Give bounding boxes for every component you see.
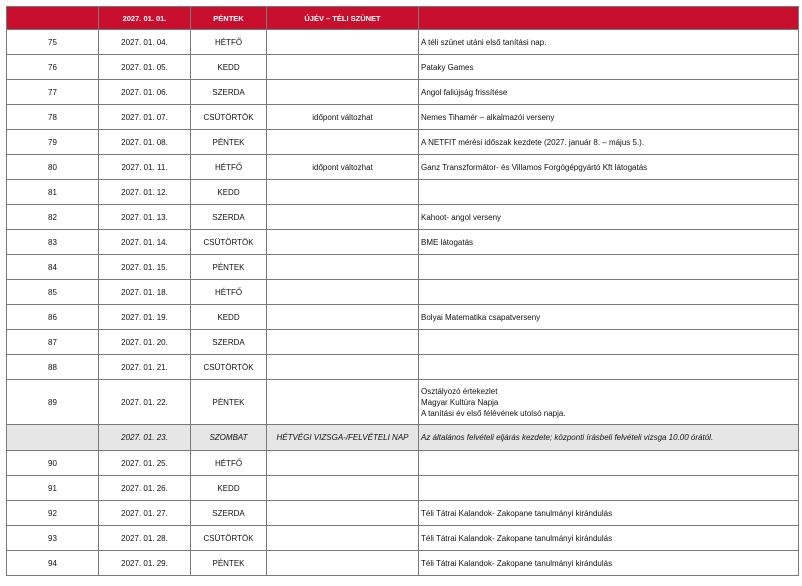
event-cell: Téli Tátrai Kalandok- Zakopane tanulmányi kirándulás [419, 526, 799, 551]
note-cell [267, 355, 419, 380]
event-cell [419, 476, 799, 501]
day-number-cell: 94 [7, 551, 99, 576]
table-row [7, 130, 799, 155]
weekday-cell: SZERDA [191, 205, 267, 230]
weekday-cell: SZERDA [191, 80, 267, 105]
date-cell: 2027. 01. 06. [99, 80, 191, 105]
weekday-cell: PÉNTEK [191, 255, 267, 280]
weekday-cell: KEDD [191, 305, 267, 330]
event-cell [419, 330, 799, 355]
weekday-cell: HÉTFŐ [191, 451, 267, 476]
table-row [7, 230, 799, 255]
note-cell: HÉTVÉGI VIZSGA-/FELVÉTELI NAP [267, 425, 419, 451]
date-cell: 2027. 01. 04. [99, 30, 191, 55]
table-row [7, 305, 799, 330]
weekday-cell: HÉTFŐ [191, 30, 267, 55]
day-number-cell: 81 [7, 180, 99, 205]
event-cell: Bolyai Matematika csapatverseny [419, 305, 799, 330]
event-cell [419, 280, 799, 305]
weekday-cell: CSÜTÖRTÖK [191, 526, 267, 551]
date-cell: 2027. 01. 13. [99, 205, 191, 230]
note-cell [267, 551, 419, 576]
table-row [7, 55, 799, 80]
note-cell: időpont változhat [267, 105, 419, 130]
note-cell [267, 180, 419, 205]
date-cell: 2027. 01. 21. [99, 355, 191, 380]
school-calendar-table [6, 6, 799, 576]
day-number-cell [7, 425, 99, 451]
event-cell: A NETFIT mérési időszak kezdete (2027. január 8. – május 5.). [419, 130, 799, 155]
header-date-cell: 2027. 01. 01. [99, 7, 191, 30]
weekday-cell: PÉNTEK [191, 380, 267, 425]
event-line: Magyar Kultúra Napja [421, 397, 499, 407]
note-cell [267, 255, 419, 280]
table-row [7, 30, 799, 55]
note-cell [267, 330, 419, 355]
day-number-cell: 78 [7, 105, 99, 130]
note-cell [267, 501, 419, 526]
calendar-body [7, 7, 799, 576]
table-row [7, 205, 799, 230]
day-number-cell: 75 [7, 30, 99, 55]
date-cell: 2027. 01. 18. [99, 280, 191, 305]
note-cell [267, 380, 419, 425]
table-row [7, 280, 799, 305]
table-row [7, 526, 799, 551]
event-cell: Pataky Games [419, 55, 799, 80]
date-cell: 2027. 01. 27. [99, 501, 191, 526]
day-number-cell: 90 [7, 451, 99, 476]
weekday-cell: PÉNTEK [191, 130, 267, 155]
table-row [7, 80, 799, 105]
weekday-cell: SZOMBAT [191, 425, 267, 451]
event-cell: Angol faliújság frissítése [419, 80, 799, 105]
date-cell: 2027. 01. 26. [99, 476, 191, 501]
table-row [7, 105, 799, 130]
table-row [7, 501, 799, 526]
weekday-cell: SZERDA [191, 330, 267, 355]
day-number-cell: 82 [7, 205, 99, 230]
weekday-cell: KEDD [191, 476, 267, 501]
weekday-cell: CSÜTÖRTÖK [191, 355, 267, 380]
day-number-cell: 86 [7, 305, 99, 330]
day-number-cell: 76 [7, 55, 99, 80]
header-day-cell: PÉNTEK [191, 7, 267, 30]
date-cell: 2027. 01. 20. [99, 330, 191, 355]
weekend-row [7, 425, 799, 451]
note-cell [267, 476, 419, 501]
day-number-cell: 89 [7, 380, 99, 425]
note-cell [267, 55, 419, 80]
table-row [7, 330, 799, 355]
date-cell: 2027. 01. 07. [99, 105, 191, 130]
header-event-cell [419, 7, 799, 30]
date-cell: 2027. 01. 05. [99, 55, 191, 80]
event-cell: Téli Tátrai Kalandok- Zakopane tanulmányi kirándulás [419, 551, 799, 576]
header-number-cell [7, 7, 99, 30]
note-cell [267, 526, 419, 551]
event-cell [419, 255, 799, 280]
date-cell: 2027. 01. 22. [99, 380, 191, 425]
event-cell [419, 180, 799, 205]
weekday-cell: HÉTFŐ [191, 280, 267, 305]
event-cell [419, 380, 799, 425]
date-cell: 2027. 01. 11. [99, 155, 191, 180]
day-number-cell: 88 [7, 355, 99, 380]
event-line: Osztályozó értekezlet [421, 386, 498, 396]
note-cell [267, 130, 419, 155]
table-row [7, 476, 799, 501]
day-number-cell: 77 [7, 80, 99, 105]
event-cell [419, 355, 799, 380]
note-cell [267, 280, 419, 305]
weekday-cell: CSÜTÖRTÖK [191, 230, 267, 255]
event-line: A tanítási év első félévének utolsó napja. [421, 408, 566, 418]
date-cell: 2027. 01. 23. [99, 425, 191, 451]
event-cell: BME látogatás [419, 230, 799, 255]
weekday-cell: PÉNTEK [191, 551, 267, 576]
date-cell: 2027. 01. 12. [99, 180, 191, 205]
day-number-cell: 83 [7, 230, 99, 255]
date-cell: 2027. 01. 14. [99, 230, 191, 255]
weekday-cell: KEDD [191, 55, 267, 80]
table-row [7, 180, 799, 205]
day-number-cell: 80 [7, 155, 99, 180]
table-row [7, 380, 799, 425]
table-row [7, 451, 799, 476]
event-cell: Az általános felvételi eljárás kezdete; központi írásbeli felvételi vizsga 10.00 órától. [419, 425, 799, 451]
note-cell: időpont változhat [267, 155, 419, 180]
day-number-cell: 93 [7, 526, 99, 551]
note-cell [267, 305, 419, 330]
note-cell [267, 451, 419, 476]
day-number-cell: 84 [7, 255, 99, 280]
event-cell: Ganz Transzformátor- és Villamos Forgógépgyártó Kft látogatás [419, 155, 799, 180]
note-cell [267, 230, 419, 255]
event-cell: Kahoot- angol verseny [419, 205, 799, 230]
event-cell: Téli Tátrai Kalandok- Zakopane tanulmányi kirándulás [419, 501, 799, 526]
note-cell [267, 30, 419, 55]
day-number-cell: 79 [7, 130, 99, 155]
note-cell [267, 80, 419, 105]
day-number-cell: 85 [7, 280, 99, 305]
weekday-cell: SZERDA [191, 501, 267, 526]
weekday-cell: HÉTFŐ [191, 155, 267, 180]
date-cell: 2027. 01. 28. [99, 526, 191, 551]
day-number-cell: 87 [7, 330, 99, 355]
header-note-cell: ÚJÉV – TÉLI SZÜNET [267, 7, 419, 30]
table-row [7, 255, 799, 280]
event-cell: Nemes Tihamér – alkalmazói verseny [419, 105, 799, 130]
weekday-cell: KEDD [191, 180, 267, 205]
date-cell: 2027. 01. 08. [99, 130, 191, 155]
day-number-cell: 92 [7, 501, 99, 526]
date-cell: 2027. 01. 25. [99, 451, 191, 476]
table-row [7, 155, 799, 180]
table-row [7, 355, 799, 380]
holiday-header-row [7, 7, 799, 30]
date-cell: 2027. 01. 29. [99, 551, 191, 576]
note-cell [267, 205, 419, 230]
event-cell: A téli szünet utáni első tanítási nap. [419, 30, 799, 55]
table-row [7, 551, 799, 576]
day-number-cell: 91 [7, 476, 99, 501]
event-cell [419, 451, 799, 476]
date-cell: 2027. 01. 19. [99, 305, 191, 330]
weekday-cell: CSÜTÖRTÖK [191, 105, 267, 130]
date-cell: 2027. 01. 15. [99, 255, 191, 280]
